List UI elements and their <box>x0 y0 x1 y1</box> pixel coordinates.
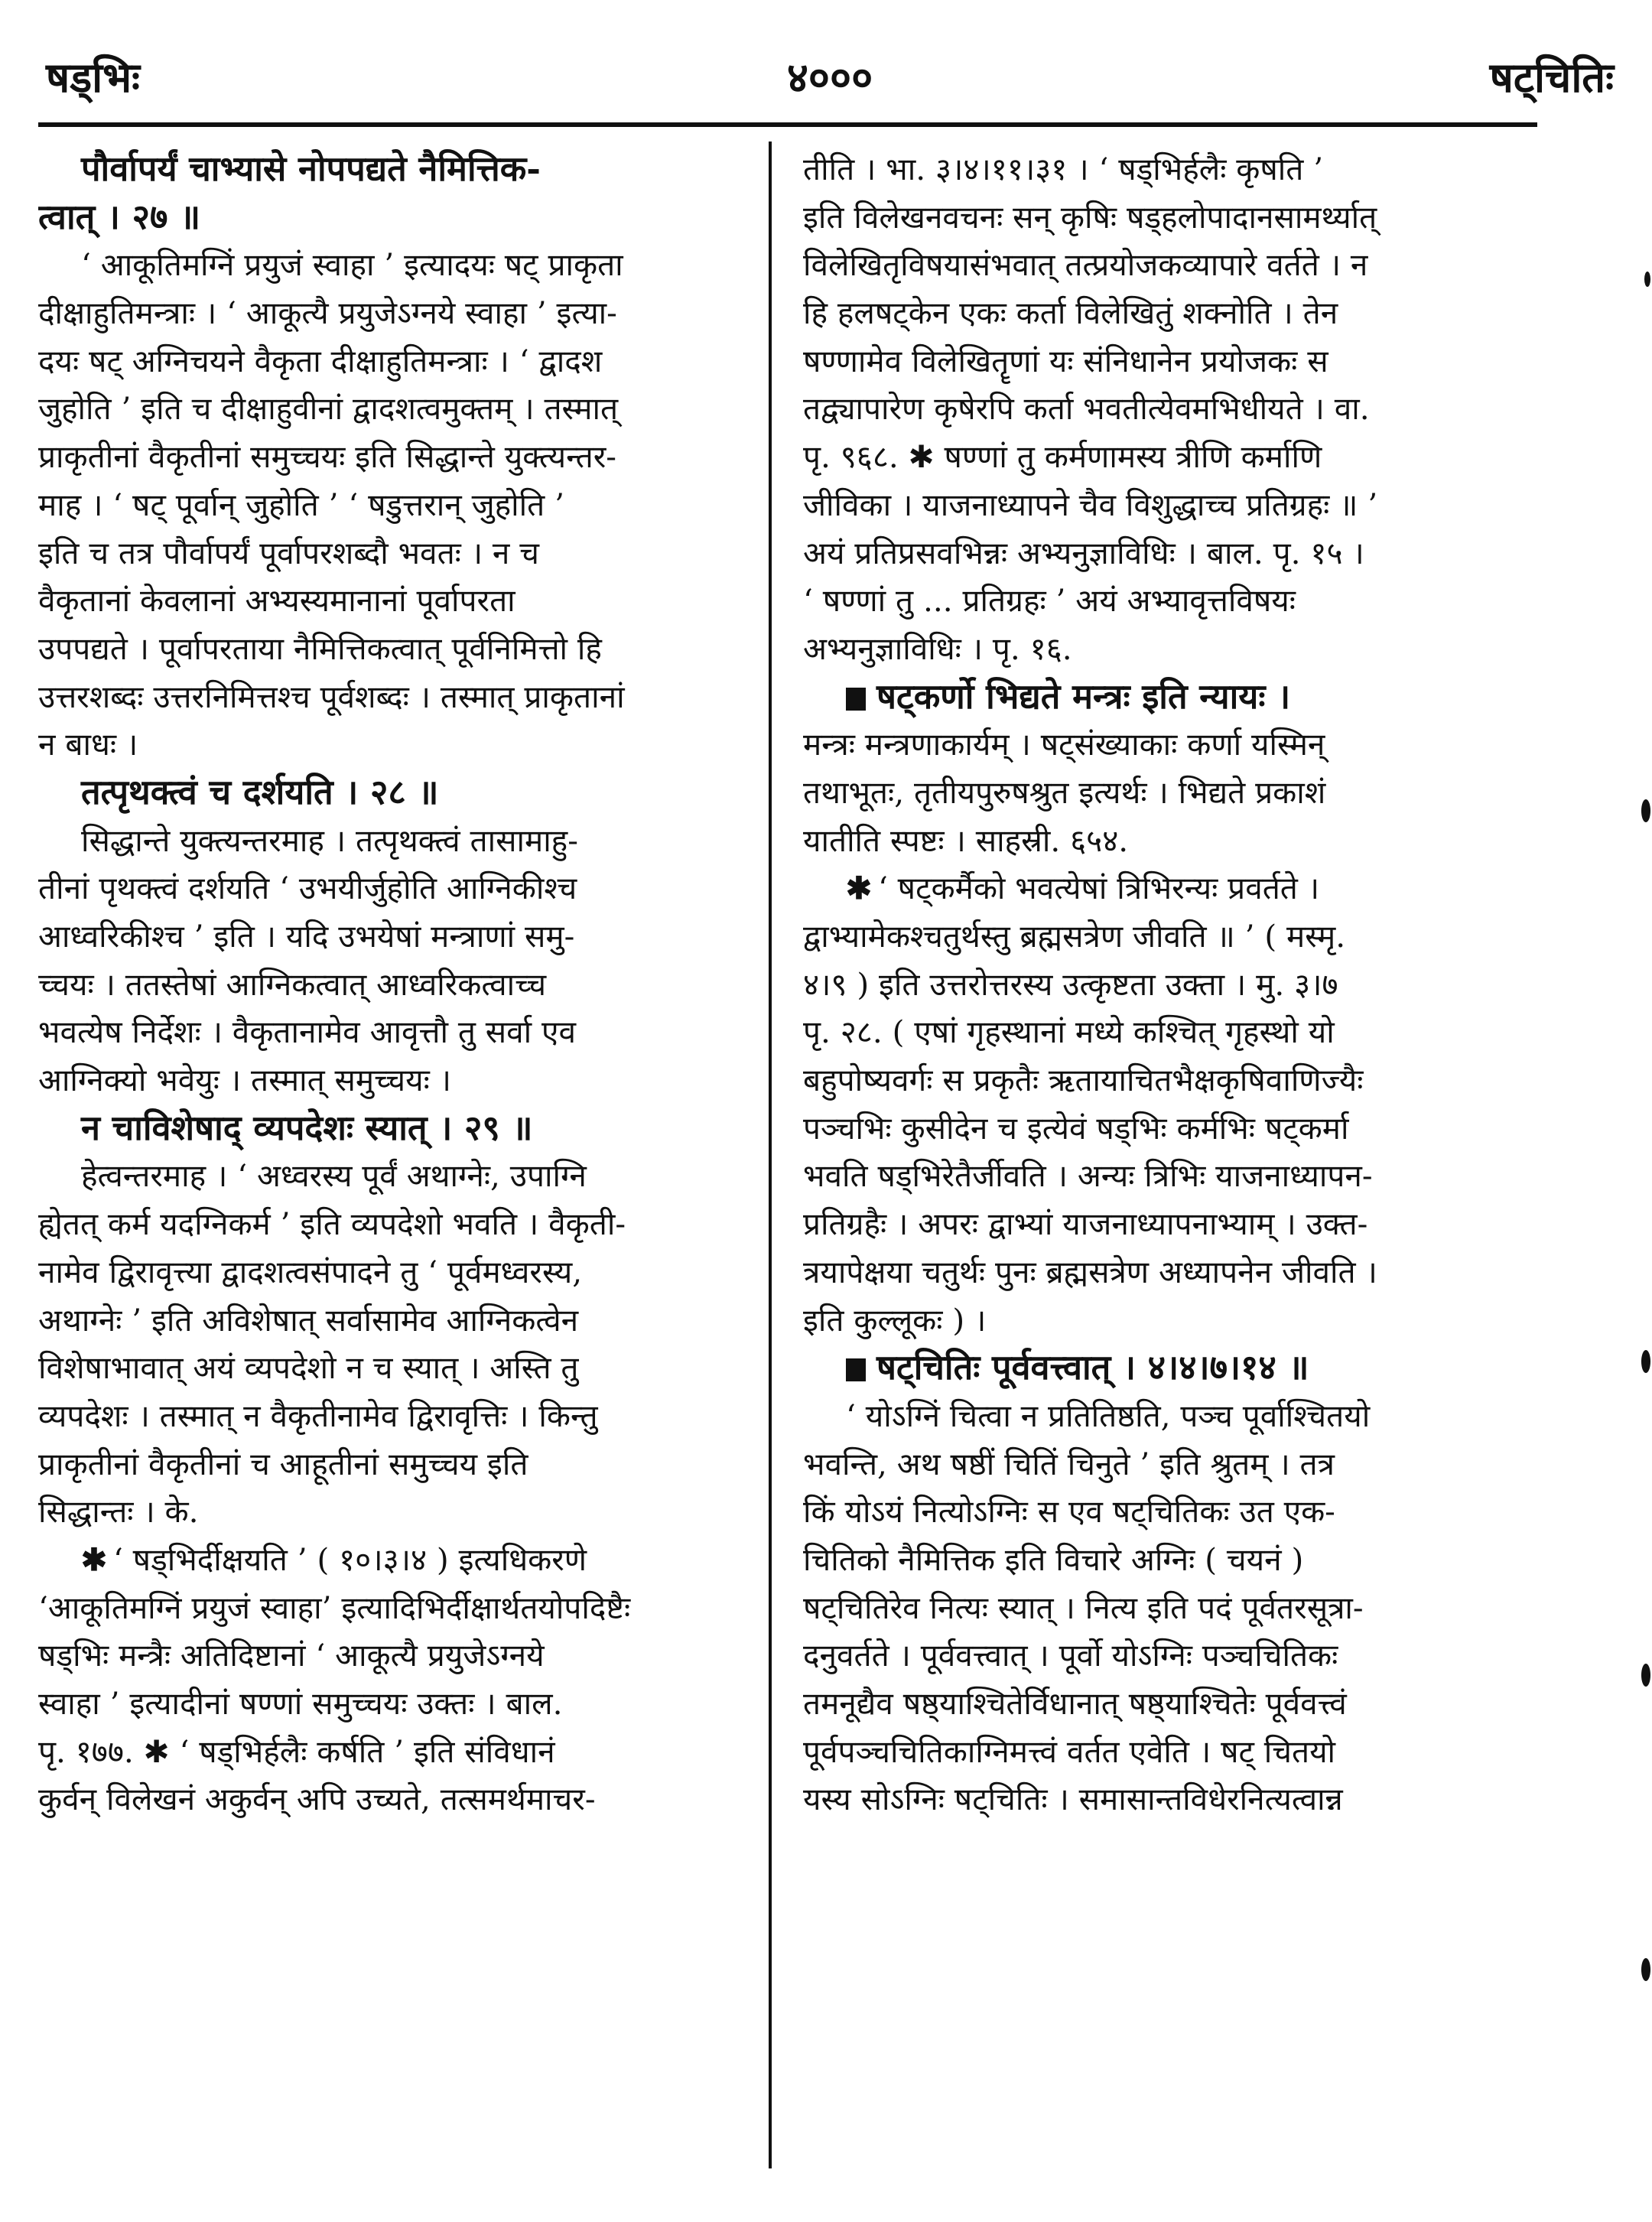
line-text: तद्व्यापारेण कृषेरपि कर्ता भवतीत्येवमभिधीयते । वा. <box>803 390 1370 428</box>
text-line <box>803 1440 1530 1488</box>
line-text: हि हलषट्केन एकः कर्ता विलेखितुं शक्नोति । तेन <box>803 294 1338 332</box>
line-text: जीविका । याजनाध्यापने चैव विशुद्धाच्च प्रतिग्रहः ॥ ’ <box>803 486 1378 523</box>
text-line <box>38 1200 765 1248</box>
line-text: भवत्येष निर्देशः । वैकृतानामेव आवृत्तौ तु सर्वा एव <box>38 1013 576 1051</box>
text-line <box>38 1536 765 1584</box>
line-text: पूर्वपञ्चचितिकाग्निमत्त्वं वर्तत एवेति । षट् चितयो <box>803 1732 1336 1770</box>
text-line <box>38 385 765 433</box>
text-line <box>803 1632 1530 1680</box>
line-text: षट्चितिरेव नित्यः स्यात् । नित्य इति पदं पूर्वतरसूत्रा- <box>803 1589 1364 1626</box>
text-line <box>803 1680 1530 1728</box>
text-line <box>803 577 1530 625</box>
text-line <box>38 1008 765 1056</box>
text-line <box>38 1680 765 1728</box>
text-line <box>803 1536 1530 1584</box>
text-line <box>803 1056 1530 1104</box>
text-line <box>803 385 1530 433</box>
text-line <box>803 864 1530 913</box>
scan-speck <box>1641 1958 1650 1981</box>
line-text: पृ. २८. ( एषां गृहस्थानां मध्ये कश्चित् गृहस्थो यो <box>803 1013 1335 1051</box>
line-text: पञ्चभिः कुसीदेन च इत्येवं षड्भिः कर्मभिः षट्कर्मा <box>803 1109 1349 1147</box>
text-line <box>38 1056 765 1104</box>
text-line <box>803 961 1530 1009</box>
text-line <box>38 481 765 529</box>
header-rule <box>38 122 1537 127</box>
text-line <box>803 1728 1530 1776</box>
line-text: षट्चितिः पूर्ववत्त्वात् । ४।४।७।१४ ॥ <box>876 1347 1309 1388</box>
line-text: पौर्वापर्यं चाभ्यासे नोपपद्यते नैमित्तिक- <box>81 148 541 189</box>
text-line <box>803 433 1530 481</box>
text-line <box>38 913 765 961</box>
section-heading <box>803 673 1530 721</box>
text-line <box>38 241 765 289</box>
section-marker-icon <box>846 688 866 711</box>
asterisk-marker: ✱ <box>81 1540 107 1578</box>
line-text: त्वात् । २७ ॥ <box>38 196 201 237</box>
text-line <box>803 913 1530 961</box>
text-line <box>38 864 765 913</box>
section-heading <box>38 1104 765 1153</box>
text-line <box>38 961 765 1009</box>
asterisk-marker: ✱ <box>846 870 872 907</box>
text-line <box>38 721 765 769</box>
line-text: त्रयापेक्षया चतुर्थः पुनः ब्रह्मसत्रेण अध्यापनेन जीवति । <box>803 1253 1377 1290</box>
right-column <box>803 145 1530 2165</box>
line-text: नामेव द्विरावृत्त्या द्वादशत्वसंपादने तु ‘ पूर्वमध्वरस्य, <box>38 1253 583 1290</box>
text-line <box>38 1152 765 1200</box>
text-line <box>803 1008 1530 1056</box>
text-line <box>803 529 1530 577</box>
section-heading <box>803 1344 1530 1392</box>
line-text: व्यपदेशः । तस्मात् न वैकृतीनामेव द्विरावृत्तिः । किन्तु <box>38 1397 598 1434</box>
line-text: सिद्धान्तः । के. <box>38 1493 199 1531</box>
line-text: अभ्यनुज्ञाविधिः । पृ. १६. <box>803 630 1072 667</box>
section-heading <box>38 194 765 242</box>
header-left-catchword: षड्भिः <box>46 53 140 102</box>
line-text: प्राकृतीनां वैकृतीनां च आहूतीनां समुच्चय इति <box>38 1445 528 1482</box>
text-line <box>38 1775 765 1823</box>
column-divider <box>769 142 772 2168</box>
text-line <box>803 145 1530 194</box>
line-text: दनुवर्तते । पूर्ववत्त्वात् । पूर्वो योऽग्निः पञ्चचितिकः <box>803 1637 1338 1674</box>
line-text: कुर्वन् विलेखनं अकुर्वन् अपि उच्यते, तत्समर्थमाचर- <box>38 1781 596 1818</box>
section-marker-icon <box>846 1358 866 1381</box>
line-text: पृ. ९६८. ✱ षण्णां तु कर्मणामस्य त्रीणि कर्माणि <box>803 438 1322 476</box>
text-line <box>38 1440 765 1488</box>
line-text: विशेषाभावात् अयं व्यपदेशो न च स्यात् । अस्ति तु <box>38 1349 579 1387</box>
section-heading <box>38 769 765 817</box>
line-text: ४।९ ) इति उत्तरोत्तरस्य उत्कृष्टता उक्ता । मु. ३।७ <box>803 965 1338 1003</box>
line-text: प्रतिग्रहैः । अपरः द्वाभ्यां याजनाध्यापनाभ्याम् । उक्त- <box>803 1205 1368 1243</box>
line-text: ह्येतत् कर्म यदग्निकर्म ’ इति व्यपदेशो भवति । वैकृती- <box>38 1205 626 1243</box>
text-line <box>38 1632 765 1680</box>
line-text: इति कुल्लूकः ) । <box>803 1301 987 1339</box>
line-text: उपपद्यते । पूर्वापरताया नैमित्तिकत्वात् पूर्वनिमित्तो हि <box>38 630 602 667</box>
text-line <box>803 289 1530 337</box>
text-line <box>38 1344 765 1392</box>
line-text: तत्पृथक्त्वं च दर्शयति । २८ ॥ <box>81 771 439 812</box>
text-line <box>38 1296 765 1345</box>
text-line <box>803 241 1530 289</box>
line-text: ‘ षड्भिर्दीक्षयति ’ ( १०।३।४ ) इत्यधिकरणे <box>112 1540 587 1578</box>
text-line <box>803 337 1530 386</box>
line-text: इति विलेखनवचनः सन् कृषिः षड्हलोपादानसामर्थ्यात् <box>803 198 1377 236</box>
line-text: तथाभूतः, तृतीयपुरुषश्रुत इत्यर्थः । भिद्यते प्रकाशं <box>803 773 1326 811</box>
line-text: प्राकृतीनां वैकृतीनां समुच्चयः इति सिद्धान्ते युक्त्यन्तर- <box>38 438 616 476</box>
line-text: माह । ‘ षट् पूर्वान् जुहोति ’ ‘ षडुत्तरान् जुहोति ’ <box>38 486 564 523</box>
line-text: उत्तरशब्दः उत्तरनिमित्तश्च पूर्वशब्दः । तस्मात् प्राकृतानां <box>38 678 625 715</box>
line-text: स्वाहा ’ इत्यादीनां षण्णां समुच्चयः उक्तः । बाल. <box>38 1685 563 1722</box>
text-line <box>803 1488 1530 1536</box>
line-text: षड्भिः मन्त्रैः अतिदिष्टानां ‘ आकूत्यै प्रयुजेऽग्नये <box>38 1637 545 1674</box>
text-line <box>38 1728 765 1776</box>
text-line <box>38 1248 765 1296</box>
text-line <box>38 625 765 673</box>
text-line <box>803 481 1530 529</box>
line-text: आग्निक्यो भवेयुः । तस्मात् समुच्चयः । <box>38 1062 451 1099</box>
line-text: ‘ षट्कर्मैको भवत्येषां त्रिभिरन्यः प्रवर्तते । <box>877 870 1320 907</box>
text-line <box>803 1152 1530 1200</box>
line-text: तीनां पृथक्त्वं दर्शयति ‘ उभयीर्जुहोति आग्निकीश्च <box>38 870 577 907</box>
header-right-catchword: षट्चितिः <box>1489 53 1614 102</box>
scan-speck <box>1641 1350 1650 1373</box>
text-line <box>803 1584 1530 1632</box>
scan-speck <box>1641 799 1650 822</box>
page-number: ४००० <box>786 53 873 102</box>
text-line <box>38 433 765 481</box>
line-text: हेत्वन्तरमाह । ‘ अध्वरस्य पूर्वं अथाग्नेः, उपाग्नि <box>81 1157 587 1195</box>
scan-speck <box>1641 1664 1650 1687</box>
line-text: न चाविशेषाद् व्यपदेशः स्यात् । २९ ॥ <box>81 1107 533 1148</box>
line-text: बहुपोष्यवर्गः स प्रकृतैः ऋतायाचितभैक्षकृषिवाणिज्यैः <box>803 1062 1364 1099</box>
line-text: भवन्ति, अथ षष्ठीं चितिं चिनुते ’ इति श्रुतम् । तत्र <box>803 1445 1335 1482</box>
line-text: ‘ आकूतिमग्निं प्रयुजं स्वाहा ’ इत्यादयः षट् प्राकृता <box>81 246 623 284</box>
text-line <box>38 1584 765 1632</box>
line-text: ‘ षण्णां तु ... प्रतिग्रहः ’ अयं अभ्यावृत्तविषयः <box>803 582 1296 620</box>
line-text: इति च तत्र पौर्वापर्यं पूर्वापरशब्दौ भवतः । न च <box>38 534 540 571</box>
line-text: दीक्षाहुतिमन्त्राः । ‘ आकूत्यै प्रयुजेऽग्नये स्वाहा ’ इत्या- <box>38 294 617 332</box>
line-text: अयं प्रतिप्रसवभिन्नः अभ्यनुज्ञाविधिः । बाल. पृ. १५ । <box>803 534 1364 571</box>
left-column <box>38 145 765 2165</box>
line-text: च्चयः । ततस्तेषां आग्निकत्वात् आध्वरिकत्वाच्च <box>38 965 547 1003</box>
text-line <box>803 1775 1530 1823</box>
text-line <box>38 337 765 386</box>
text-line <box>38 529 765 577</box>
line-text: षट्कर्णो भिद्यते मन्त्रः इति न्यायः । <box>876 675 1291 717</box>
line-text: ‘ योऽग्निं चित्वा न प्रतितिष्ठति, पञ्च पूर्वाश्चितयो <box>846 1397 1371 1434</box>
text-line <box>803 1200 1530 1248</box>
line-text: ‘आकूतिमग्निं प्रयुजं स्वाहा’ इत्यादिभिर्दीक्षार्थतयोपदिष्टैः <box>38 1589 631 1626</box>
page-header <box>46 40 1614 116</box>
line-text: पृ. १७७. ✱ ‘ षड्भिर्हलैः कर्षति ’ इति संविधानं <box>38 1732 555 1770</box>
line-text: यस्य सोऽग्निः षट्चितिः । समासान्तविधेरनित्यत्वान्न <box>803 1781 1343 1818</box>
text-line <box>38 817 765 865</box>
line-text: न बाधः । <box>38 726 138 763</box>
text-line <box>803 1248 1530 1296</box>
line-text: षण्णामेव विलेखितॄणां यः संनिधानेन प्रयोजकः स <box>803 342 1328 379</box>
line-text: तमनूद्यैव षष्ठ्याश्चितेर्विधानात् षष्ठ्याश्चितेः पूर्ववत्त्वं <box>803 1685 1347 1722</box>
text-line <box>803 721 1530 769</box>
text-line <box>803 817 1530 865</box>
text-line <box>803 1392 1530 1440</box>
text-line <box>803 769 1530 817</box>
scan-speck <box>1644 272 1650 287</box>
text-line <box>803 1104 1530 1153</box>
line-text: आध्वरिकीश्च ’ इति । यदि उभयेषां मन्त्राणां समु- <box>38 918 575 955</box>
text-line <box>803 625 1530 673</box>
line-text: तीति । भा. ३।४।११।३१ । ‘ षड्भिर्हलैः कृषति ’ <box>803 151 1324 187</box>
line-text: अथाग्नेः ’ इति अविशेषात् सर्वासामेव आग्निकत्वेन <box>38 1301 579 1339</box>
text-line <box>38 1488 765 1536</box>
line-text: दयः षट् अग्निचयने वैकृता दीक्षाहुतिमन्त्राः । ‘ द्वादश <box>38 342 603 379</box>
line-text: किं योऽयं नित्योऽग्निः स एव षट्चितिकः उत एक- <box>803 1493 1335 1531</box>
text-line <box>38 289 765 337</box>
line-text: यातीति स्पष्टः । साहस्री. ६५४. <box>803 821 1129 859</box>
line-text: जुहोति ’ इति च दीक्षाहुवीनां द्वादशत्वमुक्तम् । तस्मात् <box>38 390 619 428</box>
line-text: वैकृतानां केवलानां अभ्यस्यमानानां पूर्वापरता <box>38 582 515 620</box>
text-line <box>38 673 765 721</box>
text-line <box>803 1296 1530 1345</box>
line-text: सिद्धान्ते युक्त्यन्तरमाह । तत्पृथक्त्वं तासामाहु- <box>81 821 578 859</box>
text-line <box>38 577 765 625</box>
text-line <box>803 194 1530 242</box>
line-text: विलेखितृविषयासंभवात् तत्प्रयोजकव्यापारे वर्तते । न <box>803 246 1368 284</box>
line-text: द्वाभ्यामेकश्चतुर्थस्तु ब्रह्मसत्रेण जीवति ॥ ’ ( मस्मृ. <box>803 918 1346 955</box>
section-heading <box>38 145 765 194</box>
line-text: मन्त्रः मन्त्रणाकार्यम् । षट्संख्याकाः कर्णा यस्मिन् <box>803 726 1325 763</box>
text-line <box>38 1392 765 1440</box>
line-text: भवति षड्भिरेतैर्जीवति । अन्यः त्रिभिः याजनाध्यापन- <box>803 1157 1373 1195</box>
line-text: चितिको नैमित्तिक इति विचारे अग्निः ( चयनं ) <box>803 1540 1304 1578</box>
